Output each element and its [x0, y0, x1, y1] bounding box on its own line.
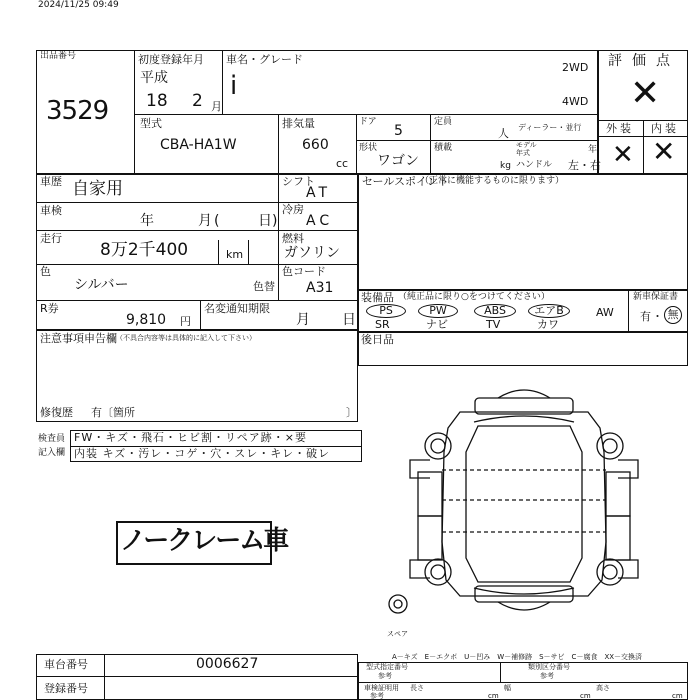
- grade-interior-label: 内装: [651, 122, 679, 135]
- inspection-month-unit: 月: [198, 213, 212, 229]
- car-damage-diagram: [370, 382, 690, 634]
- name-change-label: 名変通知期限: [204, 302, 270, 315]
- legend-ext-item: キズ: [105, 431, 129, 444]
- legend-int-item: キズ: [102, 447, 127, 460]
- no-claim-text: ノークレーム車: [120, 526, 288, 556]
- grade-label: 評価点: [608, 53, 680, 69]
- warranty-yes: 有: [640, 310, 651, 323]
- width-unit: cm: [580, 692, 591, 700]
- grade-exterior-mark: ✕: [612, 140, 634, 170]
- registration-month: 2: [192, 91, 203, 111]
- legend-int-item: キレ: [270, 447, 295, 460]
- repair-close: 〕: [346, 406, 357, 419]
- car-name: i: [230, 71, 238, 101]
- car-name-label: 車名・グレード: [226, 53, 303, 66]
- equip-navi: ナビ: [426, 318, 448, 331]
- doors-value: 5: [394, 123, 403, 139]
- category-label: 類別区分番号: [528, 663, 570, 671]
- tax-value: 9,810: [126, 312, 167, 328]
- model-label: 型式: [140, 117, 162, 130]
- displacement-value: 660: [302, 137, 329, 153]
- legend-ext-item: ×要: [284, 431, 307, 444]
- registration-year: 18: [146, 91, 168, 111]
- legend-interior: 内装 キズ・汚レ・コゲ・穴・スレ・キレ・破レ: [74, 447, 331, 460]
- legend-int-label: 内装: [74, 447, 103, 460]
- legend-exterior: FW・キズ・飛石・ヒビ割・リペア跡・×要: [74, 431, 307, 444]
- body-value: ワゴン: [377, 153, 419, 169]
- handle-value: 左・右: [568, 159, 601, 172]
- load-unit: kg: [500, 161, 511, 171]
- legend-ext-item: リペア跡: [225, 431, 273, 444]
- tax-label: R券: [40, 302, 59, 315]
- timestamp: 2024/11/25 09:49: [38, 0, 119, 10]
- notes-note: （不具合内容等は具体的に記入して下さい）: [116, 334, 256, 342]
- grade-interior-mark: ✕: [652, 135, 676, 168]
- equip-sr: SR: [375, 318, 390, 331]
- equip-tv: TV: [486, 318, 501, 331]
- load-label: 積載: [434, 143, 453, 153]
- legend-ext-item: ヒビ割: [177, 431, 213, 444]
- body-label: 形状: [359, 143, 378, 153]
- lot-number: 3529: [46, 96, 109, 126]
- repair-value: 有〔箇所: [91, 406, 135, 419]
- rear-seat-box: [358, 332, 688, 366]
- height-unit: cm: [672, 692, 683, 700]
- mileage-unit: km: [226, 248, 244, 261]
- inspection-paren: (: [214, 213, 220, 229]
- doors-label: ドア: [359, 117, 377, 127]
- aircon-label: 冷房: [282, 203, 304, 216]
- dealer-label: ディーラー・並行: [518, 123, 582, 132]
- model-year-label: モデル年式: [516, 141, 537, 157]
- fuel-value: ガソリン: [284, 245, 340, 261]
- length-label: 長さ: [410, 684, 424, 692]
- legend-int-item: コゲ: [174, 447, 199, 460]
- registration-era: 平成: [140, 70, 168, 86]
- mileage-label: 走行: [40, 232, 62, 245]
- capacity-label: 定員: [434, 117, 453, 127]
- tax-unit: 円: [180, 315, 191, 328]
- name-change-month: 月: [296, 312, 310, 328]
- equip-pw: PW: [418, 304, 458, 318]
- color-value: シルバー: [74, 277, 129, 293]
- fuel-label: 燃料: [282, 232, 304, 245]
- inspection-label: 車検: [40, 204, 62, 217]
- equip-abs: ABS: [474, 304, 516, 318]
- warranty-no: 無: [664, 306, 682, 324]
- category-ref: 参考: [540, 672, 554, 680]
- drive-4wd: 4WD: [562, 95, 589, 108]
- chassis-label: 車台番号: [44, 658, 88, 671]
- color-label: 色: [40, 265, 51, 278]
- rear-seat-label: 後日品: [361, 333, 394, 346]
- lot-label: 出品番号: [40, 51, 77, 61]
- color-code-label: 色コード: [282, 265, 326, 278]
- cert-ref: 参考: [370, 692, 384, 700]
- color-code-value: A31: [306, 280, 334, 296]
- equip-leather: カワ: [537, 318, 559, 331]
- model-value: CBA-HA1W: [160, 137, 237, 153]
- model-no-ref: 参考: [378, 672, 392, 680]
- equip-ps: PS: [366, 304, 406, 318]
- legend-int-item: 破レ: [306, 447, 331, 460]
- registration-label: 初度登録年月: [138, 53, 204, 66]
- registration-month-unit: 月: [211, 100, 222, 113]
- sales-points-label: セールスポイント: [362, 175, 450, 188]
- history-label: 車歴: [40, 175, 62, 188]
- displacement-unit: cc: [336, 157, 349, 170]
- sales-points-box: [358, 174, 688, 290]
- inspector-label-1: 検査員: [38, 434, 66, 444]
- inspection-day-unit: 日): [258, 213, 278, 229]
- model-year-unit: 年: [588, 145, 598, 155]
- legend-int-item: 汚レ: [138, 447, 163, 460]
- chassis-value: 0006627: [196, 656, 259, 672]
- capacity-unit: 人: [498, 127, 509, 140]
- legend-int-item: 穴: [210, 447, 223, 460]
- mileage-value: 8万2千400: [100, 240, 189, 260]
- grade-exterior-label: 外装: [606, 122, 634, 135]
- shift-value: AT: [306, 185, 332, 201]
- drive-2wd: 2WD: [562, 61, 589, 74]
- equip-aw: AW: [596, 306, 614, 319]
- width-label: 幅: [504, 684, 511, 692]
- displacement-label: 排気量: [282, 117, 315, 130]
- aircon-value: AC: [306, 213, 334, 229]
- warranty-label: 新車保証書: [633, 292, 679, 302]
- repaint-label: 色替: [253, 280, 275, 293]
- repair-label: 修復歴: [40, 406, 73, 419]
- equip-airbag: エアB: [528, 304, 570, 318]
- handle-label: ハンドル: [516, 160, 553, 170]
- legend-int-item: スレ: [234, 447, 259, 460]
- reg-no-label: 登録番号: [44, 682, 88, 695]
- spare-label: スペア: [387, 630, 408, 638]
- legend-ext-item: FW: [74, 431, 94, 444]
- equipment-note: （純正品に限り○をつけてください）: [398, 292, 550, 302]
- notes-label: 注意事項申告欄: [40, 332, 117, 345]
- length-unit: cm: [488, 692, 499, 700]
- legend-ext-item: 飛石: [141, 431, 165, 444]
- model-no-label: 型式指定番号: [366, 663, 408, 671]
- header-block: [36, 50, 598, 174]
- inspection-year-unit: 年: [140, 213, 154, 229]
- damage-code-legend: A－キズ E－エクボ U－凹み W－補修跡 S－サビ C－腐食 XX－交換済: [392, 653, 643, 661]
- name-change-day: 日: [342, 312, 356, 328]
- equipment-label: 装備品: [361, 291, 394, 304]
- sales-points-note: （正常に機能するものに限ります）: [420, 176, 565, 186]
- height-label: 高さ: [596, 684, 610, 692]
- history-value: 自家用: [72, 179, 123, 199]
- cert-label: 車検証明用: [364, 684, 399, 692]
- shift-label: シフト: [282, 175, 315, 188]
- grade-score-mark: ✕: [630, 73, 661, 114]
- inspector-label-2: 記入欄: [38, 448, 66, 458]
